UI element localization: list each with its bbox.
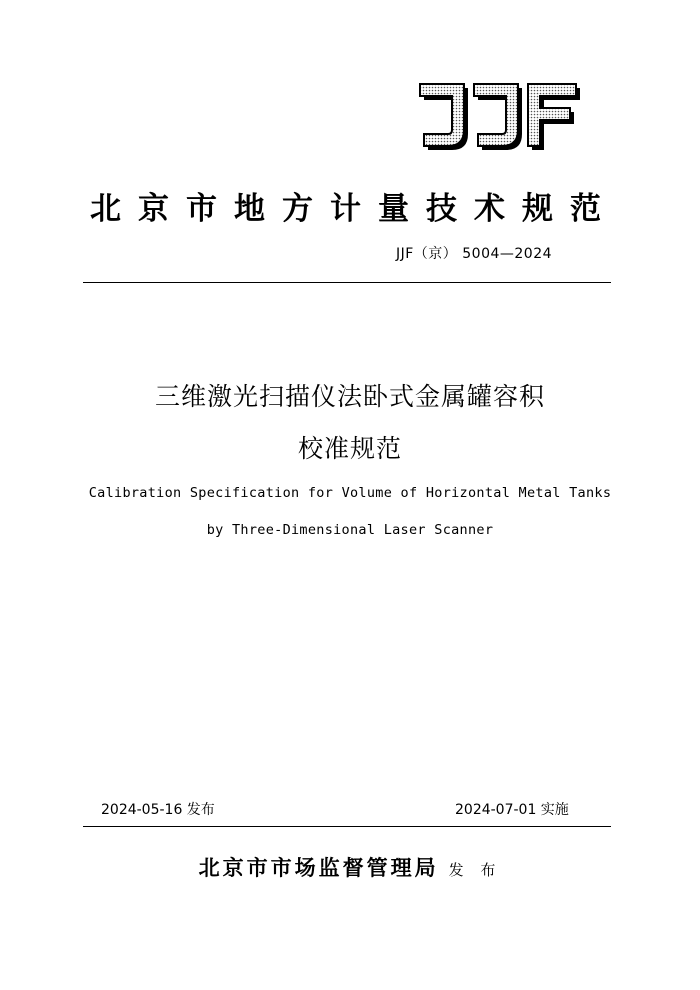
issuer-block: [0, 852, 700, 882]
cn-title-line1: 三维激光扫描仪法卧式金属罐容积: [154, 382, 545, 411]
standard-code: JJF（京） 5004—2024: [396, 246, 553, 262]
footer-divider: [83, 826, 611, 827]
cn-title-line2: 校准规范: [297, 434, 402, 463]
implement-date: 2024-07-01 实施: [455, 802, 569, 818]
en-title-line1: Calibration Specification for Volume of Horizontal Metal Tanks: [88, 485, 612, 501]
issue-word: 发 布: [448, 861, 502, 879]
issuer-name: 北京市市场监督管理局: [198, 855, 439, 880]
header-divider: [83, 282, 611, 283]
en-title-line2: by Three-Dimensional Laser Scanner: [206, 522, 494, 538]
jjf-logo: [416, 80, 582, 152]
org-title: 北京市地方计量技术规范: [90, 191, 618, 227]
issue-date: 2024-05-16 发布: [101, 802, 215, 818]
